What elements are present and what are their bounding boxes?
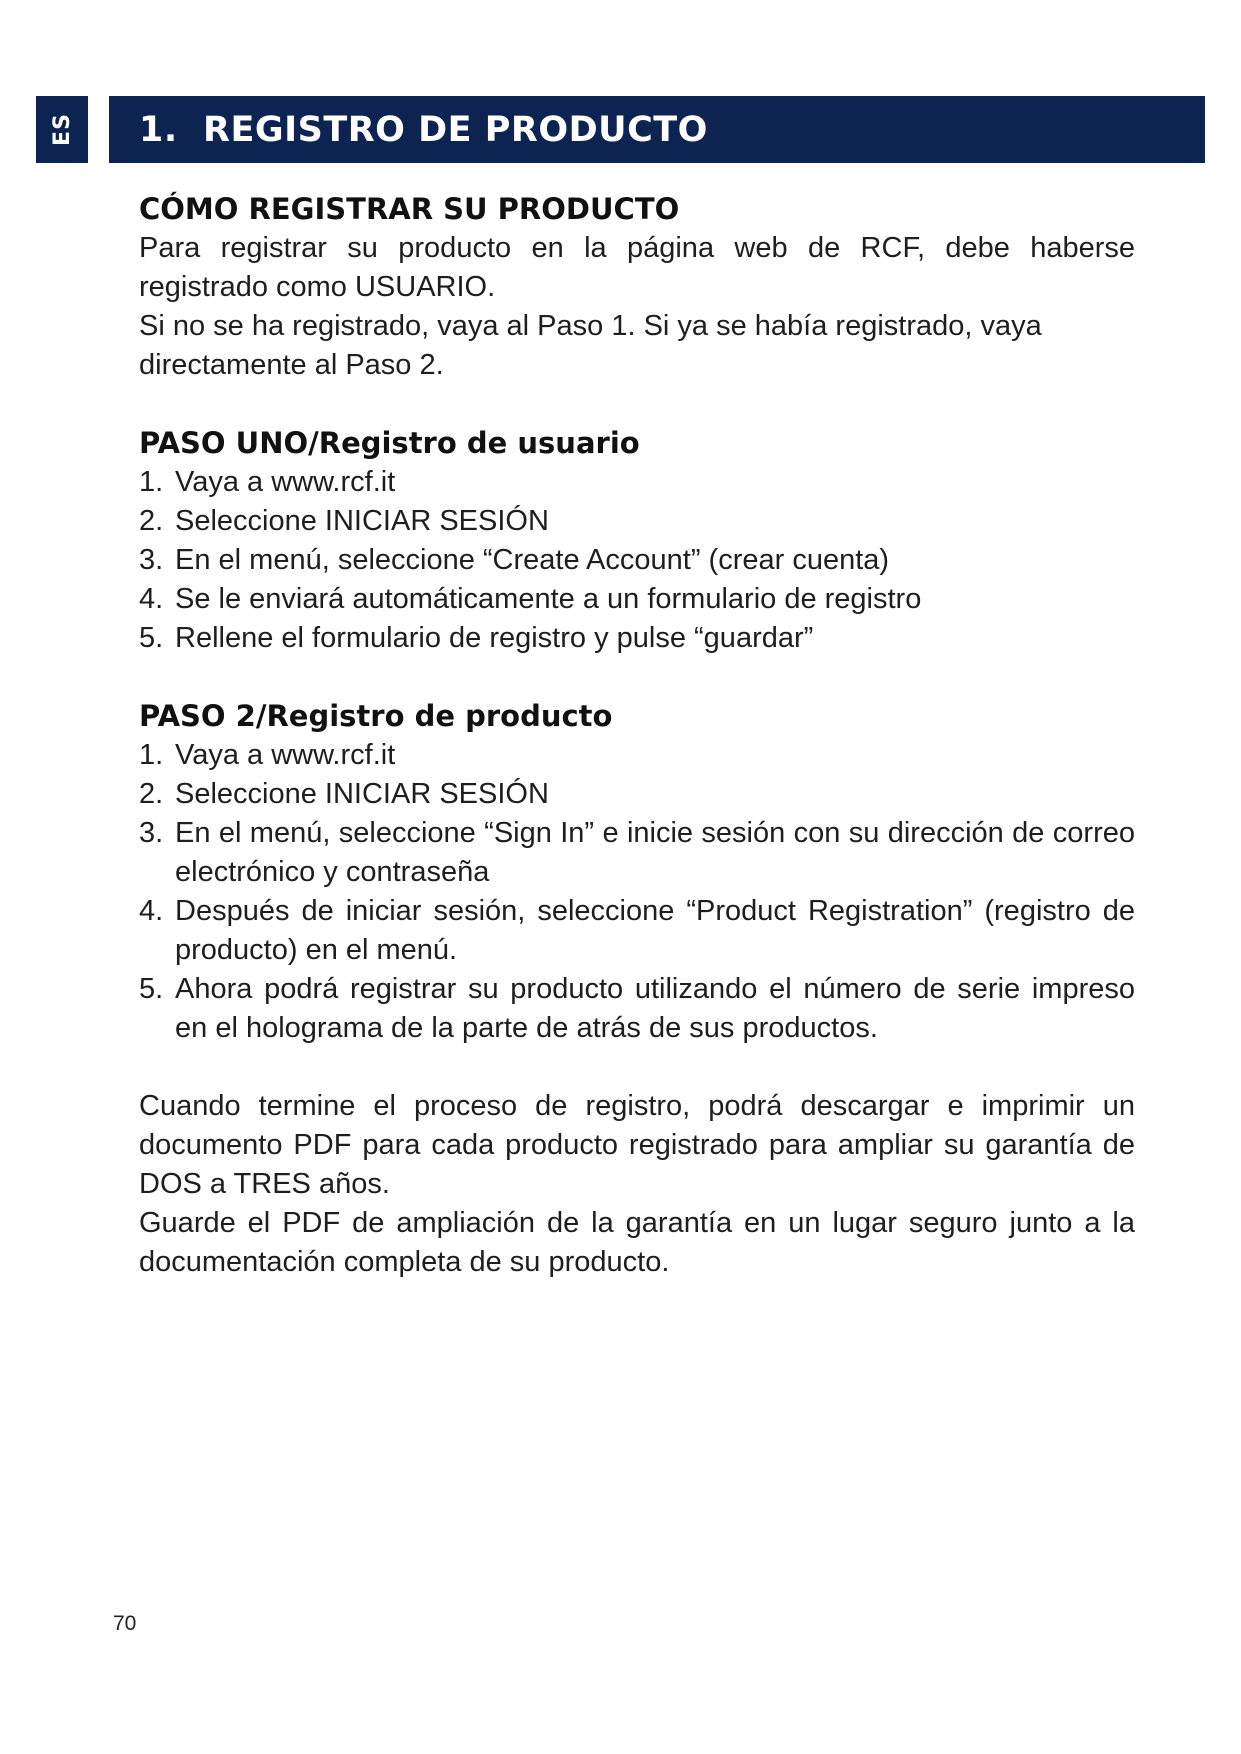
list-item (139, 892, 1135, 970)
list-item-number: 1. (139, 739, 164, 771)
list-item-text: Después de iniciar sesión, seleccione “Product Registration” (registro de producto) en el menú. (175, 895, 1135, 966)
how-to-heading: CÓMO REGISTRAR SU PRODUCTO (139, 192, 680, 226)
list-item (139, 775, 1135, 814)
list-item-number: 5. (139, 973, 164, 1005)
language-tab (36, 96, 88, 163)
step-two-heading: PASO 2/Registro de producto (139, 699, 613, 733)
section-title: 1. REGISTRO DE PRODUCTO (139, 109, 708, 150)
list-item-text: Se le enviará automáticamente a un formulario de registro (175, 583, 922, 615)
language-tab-label: ES (49, 113, 75, 146)
list-item-text: Rellene el formulario de registro y pulse “guardar” (175, 622, 814, 654)
list-item (139, 619, 1135, 658)
step-one-list (139, 463, 1135, 658)
list-item-number: 5. (139, 622, 164, 654)
list-item-text: En el menú, seleccione “Create Account” (crear cuenta) (175, 544, 890, 576)
list-item-text: Vaya a www.rcf.it (175, 466, 396, 498)
step-two-list (139, 736, 1135, 1048)
spacer (139, 1048, 1135, 1087)
how-to-paragraph-1: Para registrar su producto en la página web de RCF, debe haberse registrado como USUARIO. (139, 232, 1135, 303)
step-one-heading: PASO UNO/Registro de usuario (139, 426, 640, 460)
closing-paragraph-2: Guarde el PDF de ampliación de la garantía en un lugar seguro junto a la documentación completa de su producto. (139, 1207, 1135, 1278)
list-item-number: 2. (139, 505, 164, 537)
list-item-number: 3. (139, 544, 164, 576)
how-to-paragraph-2: Si no se ha registrado, vaya al Paso 1. Si ya se había registrado, vaya directamente al Paso 2. (139, 310, 1042, 381)
list-item-number: 1. (139, 466, 164, 498)
list-item (139, 970, 1135, 1048)
main-content (139, 190, 1135, 1282)
closing-paragraph-1: Cuando termine el proceso de registro, podrá descargar e imprimir un documento PDF para cada producto registrado para ampliar su garantía de DOS a TRES años. (139, 1090, 1135, 1200)
list-item-text: En el menú, seleccione “Sign In” e inicie sesión con su dirección de correo electrónico y contraseña (175, 817, 1135, 888)
list-item (139, 736, 1135, 775)
list-item-text: Ahora podrá registrar su producto utilizando el número de serie impreso en el holograma de la parte de atrás de sus productos. (175, 973, 1135, 1044)
list-item-number: 4. (139, 895, 164, 927)
page-number: 70 (113, 1612, 137, 1635)
list-item (139, 502, 1135, 541)
list-item (139, 814, 1135, 892)
spacer (139, 658, 1135, 697)
list-item-text: Vaya a www.rcf.it (175, 739, 396, 771)
list-item (139, 463, 1135, 502)
list-item-number: 3. (139, 817, 164, 849)
spacer (139, 385, 1135, 424)
list-item-number: 2. (139, 778, 164, 810)
section-title-bar (109, 96, 1205, 163)
list-item-text: Seleccione INICIAR SESIÓN (175, 778, 549, 810)
list-item-text: Seleccione INICIAR SESIÓN (175, 505, 549, 537)
list-item-number: 4. (139, 583, 164, 615)
list-item (139, 580, 1135, 619)
list-item (139, 541, 1135, 580)
